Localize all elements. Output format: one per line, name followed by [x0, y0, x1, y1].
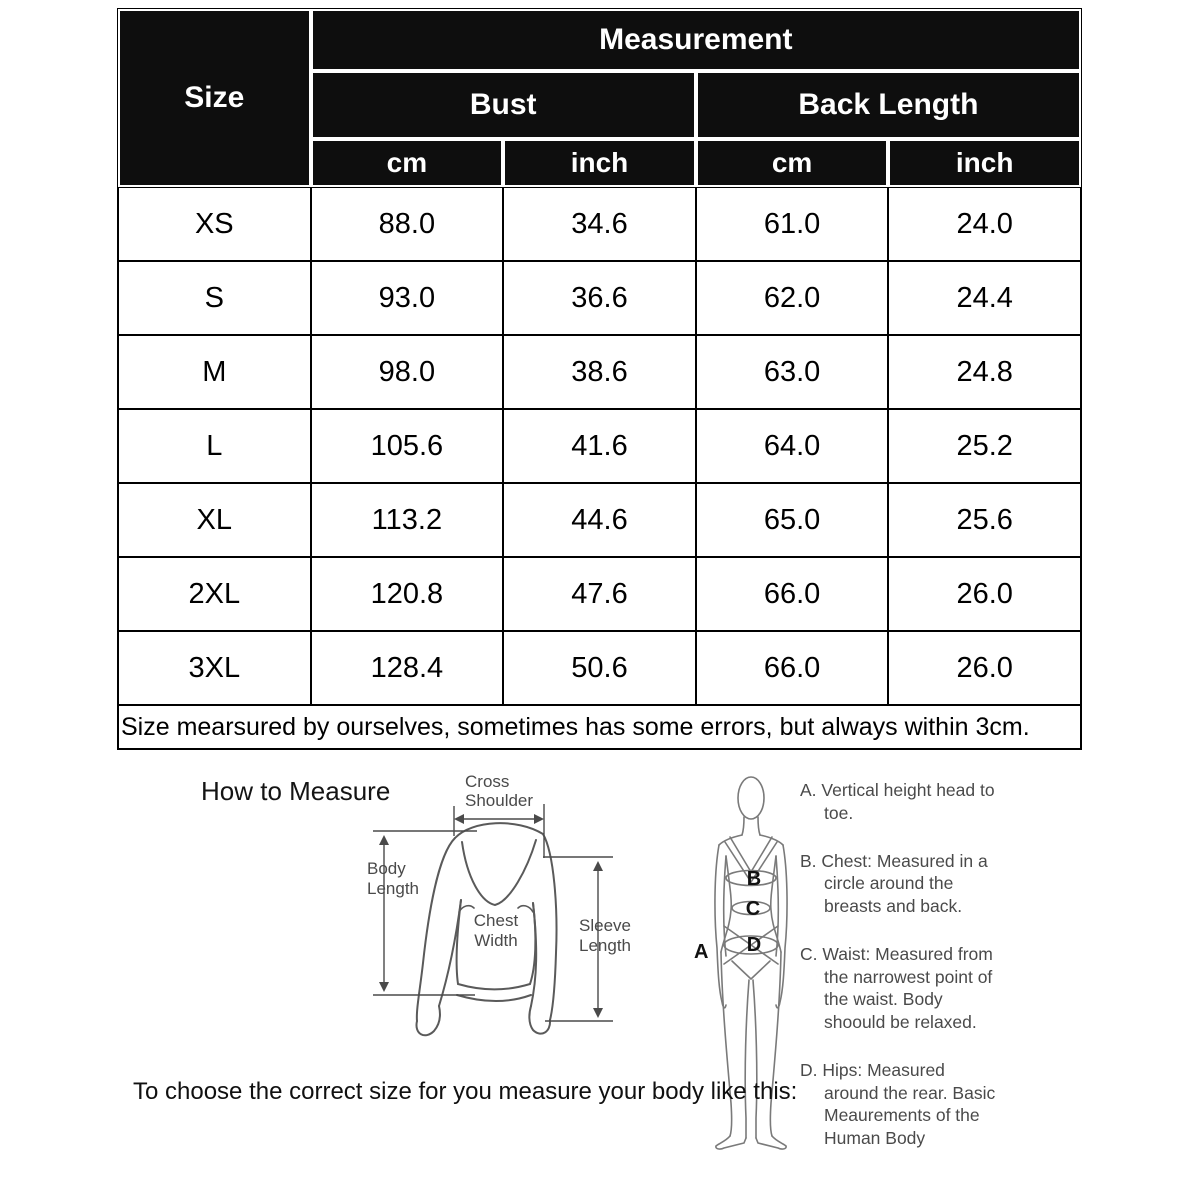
measurement-annotations: [800, 779, 997, 1175]
bust-inch-cell: 38.6: [503, 335, 696, 409]
bust-cm-cell: 88.0: [311, 187, 504, 261]
sleeve-length-label: Length: [579, 936, 631, 955]
chest-width-label: Width: [474, 931, 518, 950]
figure-label-a: A: [694, 941, 709, 963]
annotation-waist: C. Waist: Measured from the narrowest point of the waist. Body shoould be relaxed.: [800, 943, 993, 1032]
size-cell: L: [118, 409, 311, 483]
column-header-measurement: Measurement: [311, 9, 1081, 71]
size-table: [118, 9, 1081, 749]
how-to-measure-title: How to Measure: [201, 776, 391, 806]
sleeve-length-label: Sleeve: [579, 916, 631, 935]
size-cell: M: [118, 335, 311, 409]
back-cm-cell: 62.0: [696, 261, 889, 335]
bust-inch-cell: 41.6: [503, 409, 696, 483]
back-cm-cell: 66.0: [696, 557, 889, 631]
measurement-disclaimer: Size mearsured by ourselves, sometimes has some errors, but always within 3cm.: [118, 705, 1081, 749]
bust-inch-cell: 34.6: [503, 187, 696, 261]
back-inch-cell: 24.8: [888, 335, 1081, 409]
body-length-label: Length: [367, 879, 419, 898]
choose-size-instruction: To choose the correct size for you measure your body like this:: [133, 1078, 798, 1105]
unit-header-back-inch: inch: [888, 139, 1081, 187]
back-inch-cell: 24.4: [888, 261, 1081, 335]
table-row: [118, 409, 1081, 483]
back-inch-cell: 26.0: [888, 631, 1081, 705]
unit-header-bust-inch: inch: [503, 139, 696, 187]
body-length-label: Body: [367, 859, 406, 878]
size-cell: S: [118, 261, 311, 335]
back-inch-cell: 25.2: [888, 409, 1081, 483]
table-row: [118, 631, 1081, 705]
figure-label-b: B: [746, 868, 762, 890]
unit-header-back-cm: cm: [696, 139, 889, 187]
back-inch-cell: 26.0: [888, 557, 1081, 631]
cross-shoulder-label: Cross: [465, 772, 510, 791]
figure-label-c: C: [745, 898, 761, 920]
annotation-chest: B. Chest: Measured in a circle around the breasts and back.: [800, 850, 988, 916]
table-row: [118, 335, 1081, 409]
bust-cm-cell: 93.0: [311, 261, 504, 335]
back-cm-cell: 65.0: [696, 483, 889, 557]
figure-label-d: D: [746, 934, 762, 956]
back-inch-cell: 24.0: [888, 187, 1081, 261]
bust-inch-cell: 36.6: [503, 261, 696, 335]
table-row: [118, 261, 1081, 335]
column-header-size: Size: [118, 9, 311, 187]
size-table-container: [117, 8, 1082, 750]
bust-cm-cell: 98.0: [311, 335, 504, 409]
bust-inch-cell: 44.6: [503, 483, 696, 557]
table-note-row: [118, 705, 1081, 749]
unit-header-bust-cm: cm: [311, 139, 504, 187]
cross-shoulder-label: Shoulder: [465, 791, 534, 810]
chest-width-label: Chest: [473, 911, 519, 930]
size-cell: 3XL: [118, 631, 311, 705]
bust-cm-cell: 120.8: [311, 557, 504, 631]
bust-inch-cell: 50.6: [503, 631, 696, 705]
column-header-back-length: Back Length: [696, 71, 1081, 139]
annotation-height: A. Vertical height head to toe.: [800, 780, 995, 823]
back-cm-cell: 66.0: [696, 631, 889, 705]
bust-cm-cell: 105.6: [311, 409, 504, 483]
size-cell: 2XL: [118, 557, 311, 631]
back-cm-cell: 63.0: [696, 335, 889, 409]
bust-cm-cell: 113.2: [311, 483, 504, 557]
bust-cm-cell: 128.4: [311, 631, 504, 705]
size-cell: XL: [118, 483, 311, 557]
table-header-row-1: [118, 9, 1081, 71]
table-row: [118, 483, 1081, 557]
size-cell: XS: [118, 187, 311, 261]
bust-inch-cell: 47.6: [503, 557, 696, 631]
column-header-bust: Bust: [311, 71, 696, 139]
back-cm-cell: 61.0: [696, 187, 889, 261]
back-inch-cell: 25.6: [888, 483, 1081, 557]
table-row: [118, 557, 1081, 631]
back-cm-cell: 64.0: [696, 409, 889, 483]
garment-measurement-diagram: [357, 758, 675, 1066]
annotation-hips: D. Hips: Measured around the rear. Basic Meaurements of the Human Body: [800, 1059, 996, 1148]
table-row: [118, 187, 1081, 261]
